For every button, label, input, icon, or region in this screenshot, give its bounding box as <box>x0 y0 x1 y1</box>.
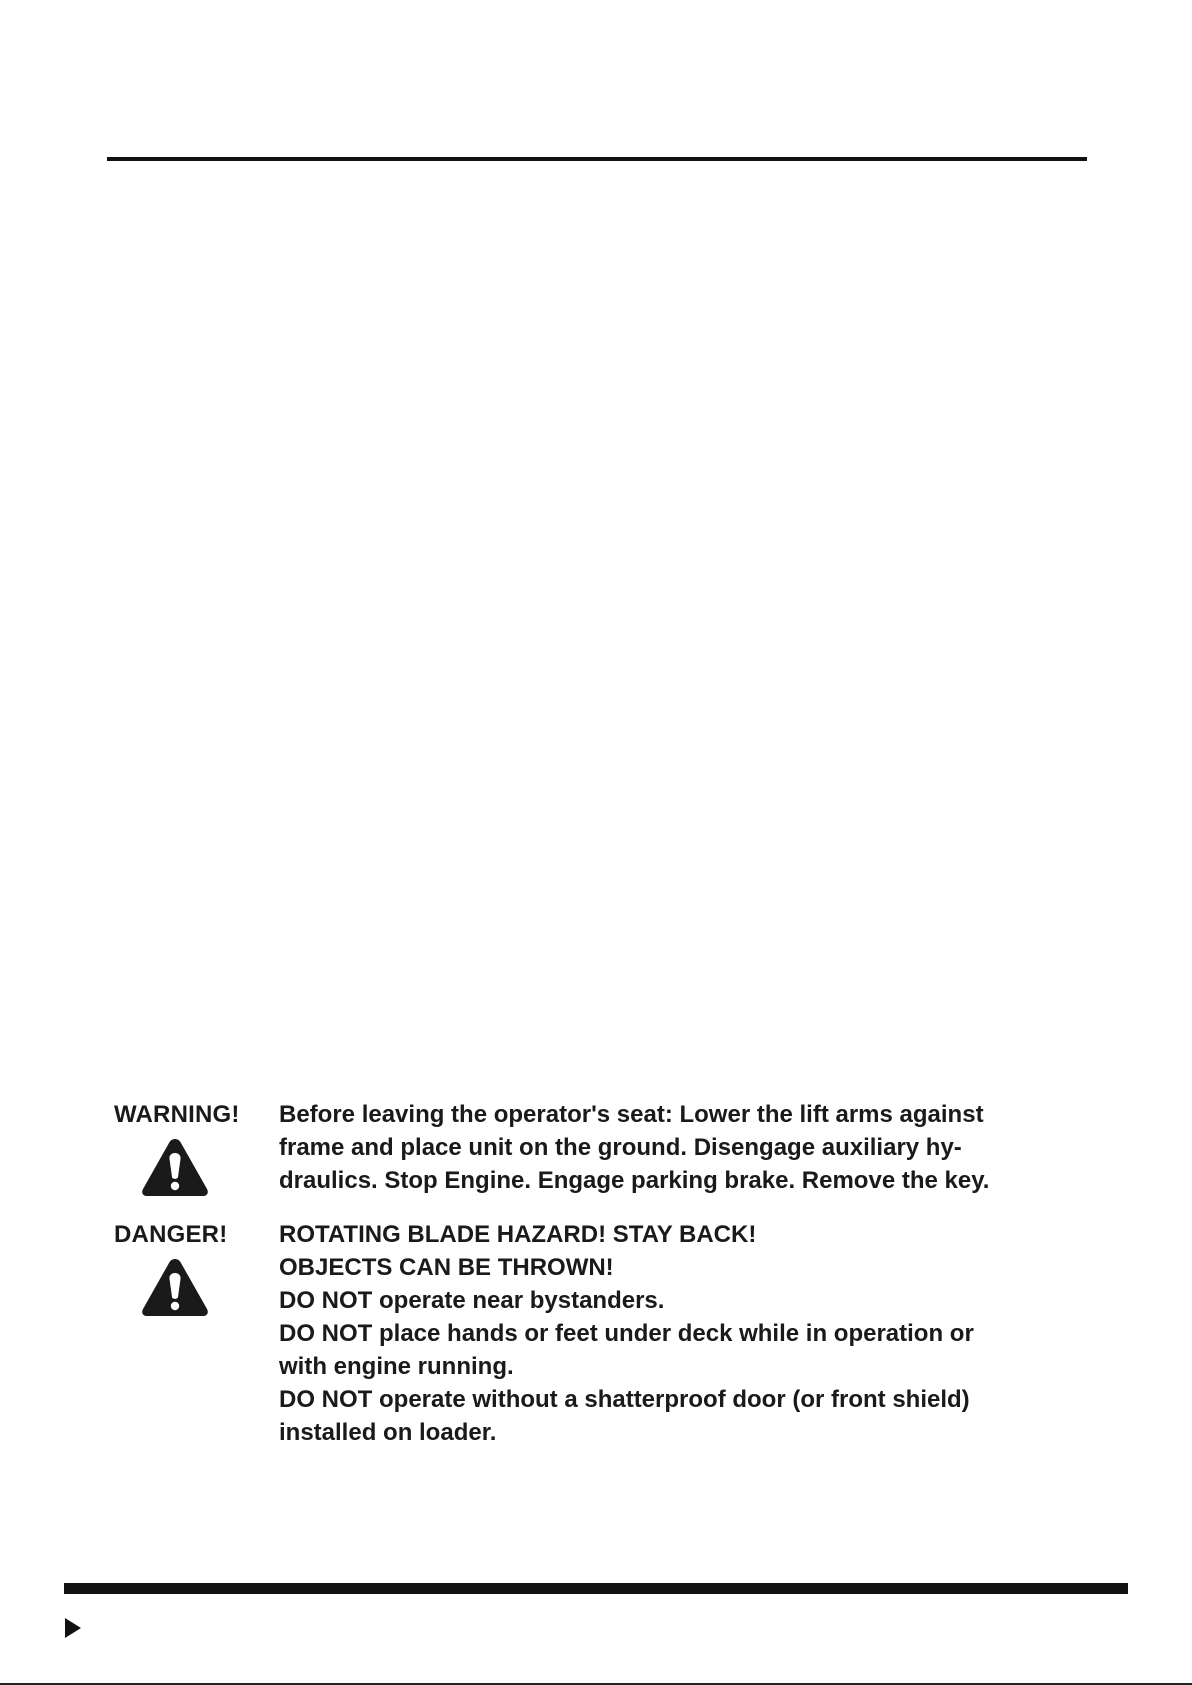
warning-label: WARNING! <box>114 1101 240 1128</box>
danger-line: DO NOT place hands or feet under deck while in operation or <box>279 1320 974 1347</box>
warning-line: Before leaving the operator's seat: Lower the lift arms against <box>279 1101 984 1128</box>
warning-triangle-icon <box>140 1256 210 1318</box>
right-triangle-icon <box>65 1618 81 1638</box>
danger-text <box>279 1218 1192 1449</box>
footer-rule <box>64 1583 1128 1594</box>
warning-line: frame and place unit on the ground. Disengage auxiliary hy- <box>279 1134 962 1161</box>
danger-line: with engine running. <box>279 1353 514 1380</box>
warning-triangle-icon <box>140 1136 210 1198</box>
header-rule <box>107 157 1087 161</box>
warning-text <box>279 1098 1192 1197</box>
danger-line: ROTATING BLADE HAZARD! STAY BACK! <box>279 1221 757 1248</box>
warning-line: draulics. Stop Engine. Engage parking brake. Remove the key. <box>279 1167 990 1194</box>
danger-line: DO NOT operate near bystanders. <box>279 1287 665 1314</box>
danger-line: installed on loader. <box>279 1419 497 1446</box>
danger-line: OBJECTS CAN BE THROWN! <box>279 1254 614 1281</box>
danger-line: DO NOT operate without a shatterproof door (or front shield) <box>279 1386 970 1413</box>
danger-label: DANGER! <box>114 1221 228 1248</box>
